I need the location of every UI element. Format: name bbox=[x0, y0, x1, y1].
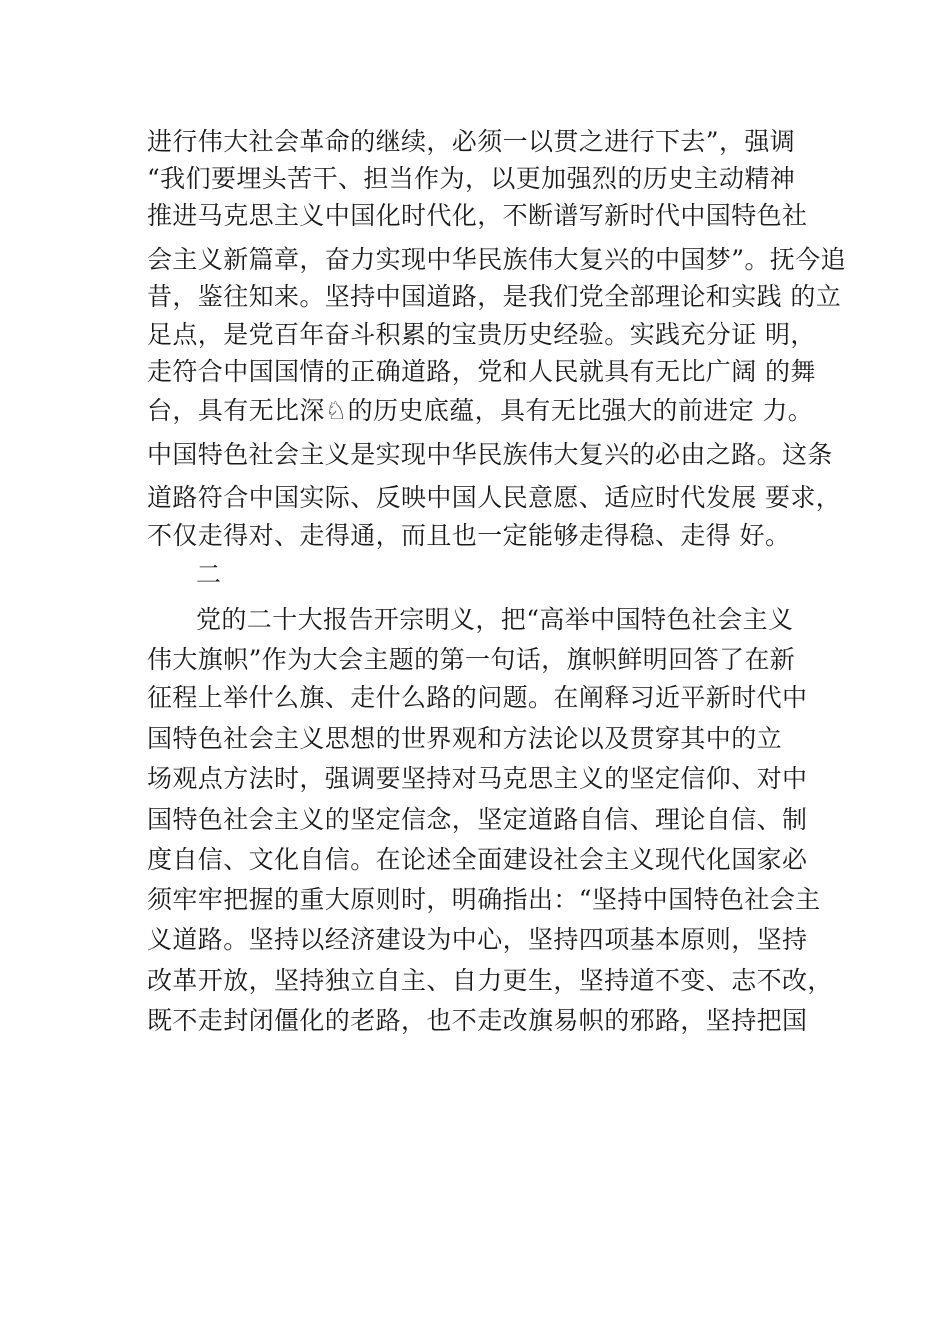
text-line: 征程上举什么旗、走什么路的问题。在阐释习近平新时代中 bbox=[147, 683, 808, 712]
text-line: 道路符合中国实际、反映中国人民意愿、适应时代发展 要求， bbox=[147, 483, 842, 512]
section-heading: 二 bbox=[196, 560, 222, 589]
text-line: 义道路。坚持以经济建设为中心，坚持四项基本原则，坚持 bbox=[147, 925, 808, 954]
text-line: 台，具有无比深♘的历史底蕴，具有无比强大的前进定 力。 bbox=[147, 396, 814, 425]
text-line: 场观点方法时，强调要坚持对马克思主义的坚定信仰、对中 bbox=[147, 764, 808, 793]
text-line: 进行伟大社会革命的继续，必须一以贯之进行下去”，强调 bbox=[147, 127, 796, 156]
text-line: 足点，是党百年奋斗积累的宝贵历史经验。实践充分证 明， bbox=[147, 320, 816, 349]
text-line: 党的二十大报告开宗明义，把“高举中国特色社会主义 bbox=[196, 605, 794, 634]
text-line: 走符合中国国情的正确道路，党和人民就具有无比广阔 的舞 bbox=[147, 357, 816, 386]
text-line: 国特色社会主义的坚定信念，坚定道路自信、理论自信、制 bbox=[147, 805, 808, 834]
text-line: 改革开放，坚持独立自主、自力更生，坚持道不变、志不改， bbox=[147, 966, 833, 995]
text-line: 昔，鉴往知来。坚持中国道路，是我们党全部理论和实践 的立 bbox=[147, 282, 842, 311]
text-line: 伟大旗帜”作为大会主题的第一句话，旗帜鲜明回答了在新 bbox=[147, 645, 796, 674]
text-line: 既不走封闭僵化的老路，也不走改旗易帜的邪路，坚持把国 bbox=[147, 1006, 808, 1035]
text-line: 不仅走得对、走得通，而且也一定能够走得稳、走得 好。 bbox=[147, 521, 791, 550]
text-line: 中国特色社会主义是实现中华民族伟大复兴的必由之路。这条 bbox=[147, 440, 833, 469]
text-line: “我们要埋头苦干、担当作为，以更加强烈的历史主动精神 bbox=[147, 164, 796, 193]
text-line: 度自信、文化自信。在论述全面建设社会主义现代化国家必 bbox=[147, 845, 808, 874]
text-line: 国特色社会主义思想的世界观和方法论以及贯穿其中的立 bbox=[147, 724, 783, 753]
text-line: 须牢牢把握的重大原则时，明确指出：“坚持中国特色社会主 bbox=[147, 885, 821, 914]
text-line: 会主义新篇章，奋力实现中华民族伟大复兴的中国梦”。抚今追 bbox=[147, 245, 846, 274]
text-line: 推进马克思主义中国化时代化，不断谱写新时代中国特色社 bbox=[147, 201, 808, 230]
